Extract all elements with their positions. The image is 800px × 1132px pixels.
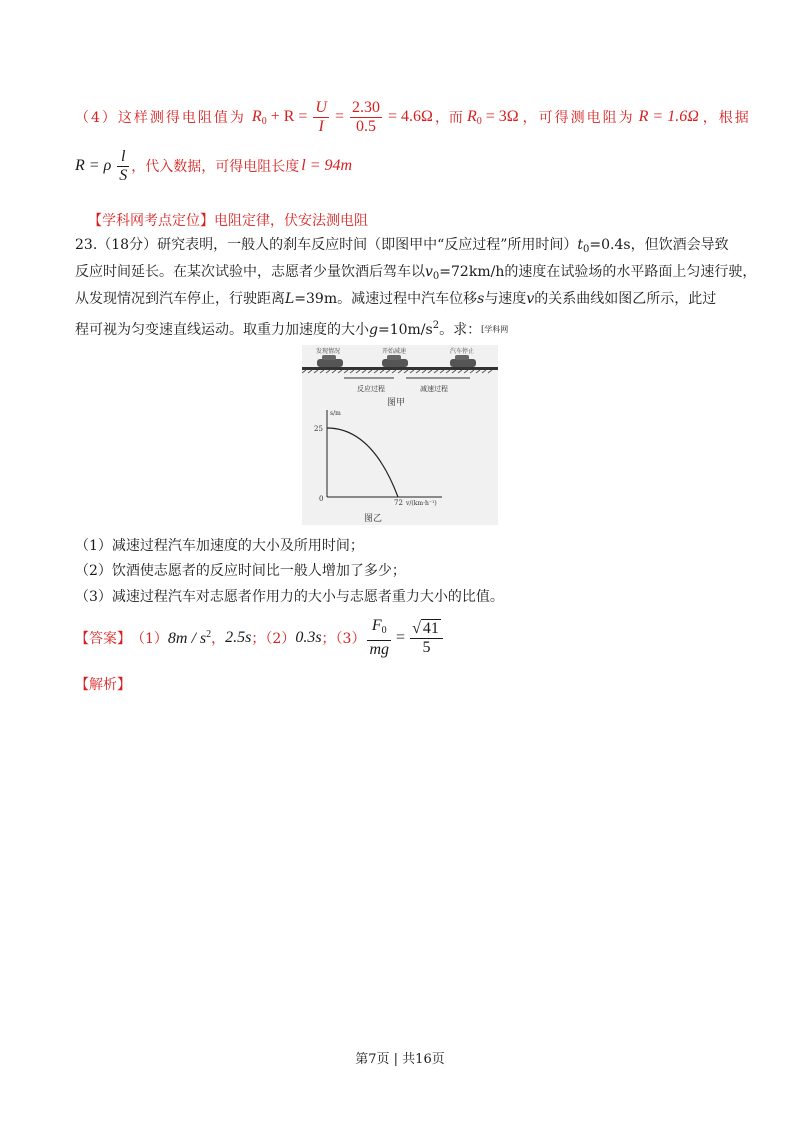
- length-result: l = 94m: [301, 157, 353, 174]
- fig2-caption: 图乙: [364, 514, 383, 524]
- part4-lead: （4）这样测得电阻值为: [75, 110, 246, 126]
- kaodian-line: [88, 210, 368, 230]
- fig1-caption: 图甲: [387, 398, 406, 408]
- part4-line2-text: ，代入数据，可得电阻长度: [131, 159, 300, 175]
- y-axis-label: s/m: [330, 410, 341, 417]
- part4-mid: ，而: [434, 110, 463, 126]
- question-3: （3）减速过程汽车对志愿者作用力的大小与志愿者重力大小的比值。: [75, 589, 504, 605]
- r-result: R = 1.6Ω: [638, 108, 699, 125]
- problem23-line4: 程可视为匀变速直线运动。取重力加速度的大小$g=10m/s^2$。求：[学科网: [75, 320, 509, 338]
- answer-1b: 2.5s: [225, 629, 252, 646]
- label-braking: 减速过程: [420, 385, 448, 393]
- question-1: （1）减速过程汽车加速度的大小及所用时间；: [75, 538, 364, 554]
- answer-label: 【答案】: [75, 631, 131, 647]
- problem23-line3: 从发现情况到汽车停止，行驶距离L=39m。减速过程中汽车位移s与速度v的关系曲线如图乙所示，此过: [75, 291, 717, 307]
- fraction-values: $\frac{2.30}{0.5}$: [352, 98, 381, 135]
- origin-label: 0: [319, 495, 324, 503]
- problem23-line1: 23.（18分）研究表明，一般人的刹车反应时间（即图甲中“反应过程”所用时间）$t_0=0.4s$，但饮酒会导致: [75, 237, 729, 255]
- question-2: （2）饮酒使志愿者的反应时间比一般人增加了多少；: [75, 563, 406, 579]
- r0-subscript: 0: [261, 115, 267, 127]
- kaodian-label: 【学科网考点定位】: [88, 213, 214, 229]
- answer-line: 【答案】 （1） $8m / s^2$ ， 2.5s ；（2） 0.3s ；（3） $\frac{F_0}{mg}$ = $\frac{√ 41}{5}$: [75, 615, 445, 661]
- part4-tail: ，根据: [702, 110, 751, 126]
- resistance-formula: [252, 99, 433, 136]
- answer-2: 0.3s: [295, 629, 322, 646]
- resistivity-formula: R = ρ $\frac{l}{S}$: [75, 147, 128, 184]
- equals-sign: =: [334, 107, 345, 125]
- part4-line2: [75, 144, 352, 188]
- y-tick-25: 25: [314, 425, 323, 433]
- label-stop: 汽车停止: [450, 348, 475, 355]
- part4-mid2: ，可得测电阻为: [522, 110, 635, 126]
- fraction-u-over-i: $\frac{U}{I}$: [315, 98, 327, 135]
- plus-r: + R =: [270, 107, 308, 125]
- kaodian-text: 电阻定律，伏安法测电阻: [214, 213, 368, 229]
- watermark-text: [学科网: [481, 325, 509, 334]
- part4-line1: [75, 97, 751, 137]
- analysis-label: 【解析】: [75, 677, 131, 693]
- problem23-line2: 反应时间延长。在某次试验中，志愿者少量饮酒后驾车以$v_0=72km/h$的速度在试验场的水平路面上匀速行驶，: [75, 264, 757, 282]
- label-start-brake: 开始减速: [382, 348, 407, 355]
- label-discover: 发现情况: [316, 348, 341, 355]
- label-reaction: 反应过程: [357, 385, 385, 393]
- answer-3: $\frac{F_0}{mg}$ = $\frac{√ 41}{5}$: [365, 617, 444, 659]
- x-tick-72: 72: [394, 499, 403, 507]
- r-symbol: R: [251, 107, 262, 125]
- road-line: [302, 367, 498, 370]
- page-footer: 第7页 | 共16页: [355, 1052, 445, 1067]
- result-value: = 4.6Ω: [388, 107, 433, 125]
- answer-1a: $8m / s^2$: [167, 628, 212, 647]
- figure-image: [302, 345, 498, 525]
- r0-equation: $R_0 = 3\Omega$: [466, 107, 519, 127]
- x-axis-label: v/(km·h⁻¹): [406, 500, 437, 507]
